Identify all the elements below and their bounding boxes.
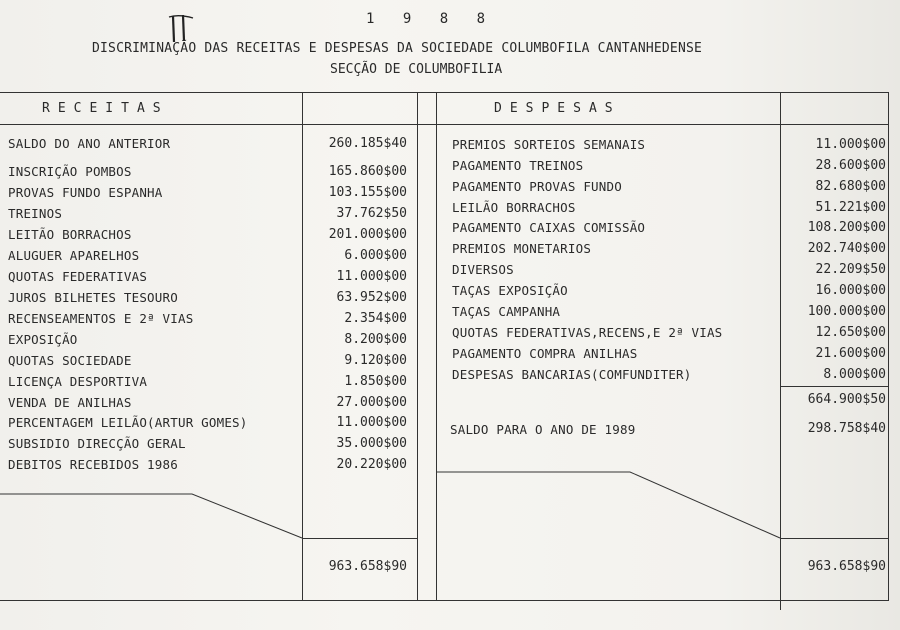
receitas-item-label: QUOTAS FEDERATIVAS xyxy=(8,269,148,284)
despesas-item-label: PAGAMENTO COMPRA ANILHAS xyxy=(452,346,638,361)
despesas-item-label: PAGAMENTO TREINOS xyxy=(452,158,584,173)
receitas-item-value: 201.000$00 xyxy=(328,227,407,242)
despesas-header: DESPESAS xyxy=(494,101,621,116)
receitas-total-separator xyxy=(302,538,418,539)
despesas-item-value: 51.221$00 xyxy=(815,200,886,215)
saldo-label: SALDO PARA O ANO DE 1989 xyxy=(450,422,636,437)
despesas-item-label: PREMIOS MONETARIOS xyxy=(452,241,592,256)
despesas-item-label: PAGAMENTO PROVAS FUNDO xyxy=(452,179,622,194)
table-right-border xyxy=(888,92,889,601)
receitas-item-value: 27.000$00 xyxy=(336,395,407,410)
receitas-item-label: PERCENTAGEM LEILÃO(ARTUR GOMES) xyxy=(8,415,248,430)
despesas-item-value: 202.740$00 xyxy=(807,241,886,256)
receitas-item-value: 103.155$00 xyxy=(328,185,407,200)
receitas-item-value: 37.762$50 xyxy=(336,206,407,221)
despesas-item-value: 21.600$00 xyxy=(815,346,886,361)
receitas-item-value: 11.000$00 xyxy=(336,415,407,430)
receitas-item-label: LEITÃO BORRACHOS xyxy=(8,227,132,242)
receitas-item-label: JUROS BILHETES TESOURO xyxy=(8,290,178,305)
receitas-item-value: 11.000$00 xyxy=(336,269,407,284)
receitas-item-label: RECENSEAMENTOS E 2ª VIAS xyxy=(8,311,194,326)
receitas-item-value: 63.952$00 xyxy=(336,290,407,305)
receitas-item-label: LICENÇA DESPORTIVA xyxy=(8,374,148,389)
despesas-item-value: 82.680$00 xyxy=(815,179,886,194)
table-top-border xyxy=(0,92,888,93)
despesas-item-label: LEILÃO BORRACHOS xyxy=(452,200,576,215)
receitas-item-label: EXPOSIÇÃO xyxy=(8,332,78,347)
receitas-item-label: VENDA DE ANILHAS xyxy=(8,395,132,410)
receitas-item-label: PROVAS FUNDO ESPANHA xyxy=(8,185,163,200)
despesas-item-label: QUOTAS FEDERATIVAS,RECENS,E 2ª VIAS xyxy=(452,325,723,340)
handwritten-mark xyxy=(167,12,195,44)
despesas-item-value: 28.600$00 xyxy=(815,158,886,173)
despesas-item-value: 22.209$50 xyxy=(815,262,886,277)
despesas-item-label: PAGAMENTO CAIXAS COMISSÃO xyxy=(452,220,646,235)
receitas-item-label: ALUGUER APARELHOS xyxy=(8,248,140,263)
despesas-subtotal-value: 664.900$50 xyxy=(807,392,886,407)
receitas-header: RECEITAS xyxy=(42,101,169,116)
receitas-item-label: TREINOS xyxy=(8,206,63,221)
receitas-item-value: 20.220$00 xyxy=(336,457,407,472)
despesas-item-value: 8.000$00 xyxy=(823,367,886,382)
despesas-item-value: 16.000$00 xyxy=(815,283,886,298)
despesas-item-value: 11.000$00 xyxy=(815,137,886,152)
receitas-item-label: SALDO DO ANO ANTERIOR xyxy=(8,136,171,151)
despesas-item-value: 100.000$00 xyxy=(807,304,886,319)
document-year: 1 9 8 8 xyxy=(366,11,496,27)
despesas-total-separator xyxy=(780,538,888,539)
receitas-item-label: SUBSIDIO DIRECÇÃO GERAL xyxy=(8,436,186,451)
header-bottom-border xyxy=(0,124,888,125)
despesas-item-label: DESPESAS BANCARIAS(COMFUNDITER) xyxy=(452,367,692,382)
despesas-item-value: 12.650$00 xyxy=(815,325,886,340)
receitas-item-value: 1.850$00 xyxy=(344,374,407,389)
receitas-item-label: INSCRIÇÃO POMBOS xyxy=(8,164,132,179)
saldo-value: 298.758$40 xyxy=(807,421,886,436)
table-bottom-border xyxy=(0,600,888,601)
receitas-item-label: QUOTAS SOCIEDADE xyxy=(8,353,132,368)
receitas-total: 963.658$90 xyxy=(328,559,407,574)
receitas-item-value: 165.860$00 xyxy=(328,164,407,179)
receitas-item-value: 35.000$00 xyxy=(336,436,407,451)
despesas-subtotal-separator xyxy=(780,386,888,387)
receitas-item-value: 9.120$00 xyxy=(344,353,407,368)
receitas-closing-stroke xyxy=(0,494,302,538)
receitas-item-label: DEBITOS RECEBIDOS 1986 xyxy=(8,457,178,472)
despesas-total: 963.658$90 xyxy=(807,559,886,574)
receitas-item-value: 260.185$40 xyxy=(328,136,407,151)
despesas-item-label: DIVERSOS xyxy=(452,262,514,277)
document-subtitle: SECÇÃO DE COLUMBOFILIA xyxy=(330,62,503,77)
despesas-closing-stroke xyxy=(436,472,780,538)
despesas-item-value: 108.200$00 xyxy=(807,220,886,235)
receitas-item-value: 6.000$00 xyxy=(344,248,407,263)
receitas-item-value: 8.200$00 xyxy=(344,332,407,347)
receitas-item-value: 2.354$00 xyxy=(344,311,407,326)
despesas-item-label: TAÇAS EXPOSIÇÃO xyxy=(452,283,568,298)
despesas-item-label: PREMIOS SORTEIOS SEMANAIS xyxy=(452,137,646,152)
document-title: DISCRIMINAÇÃO DAS RECEITAS E DESPESAS DA SOCIEDADE COLUMBOFILA CANTANHEDENSE xyxy=(92,41,703,56)
despesas-item-label: TAÇAS CAMPANHA xyxy=(452,304,561,319)
